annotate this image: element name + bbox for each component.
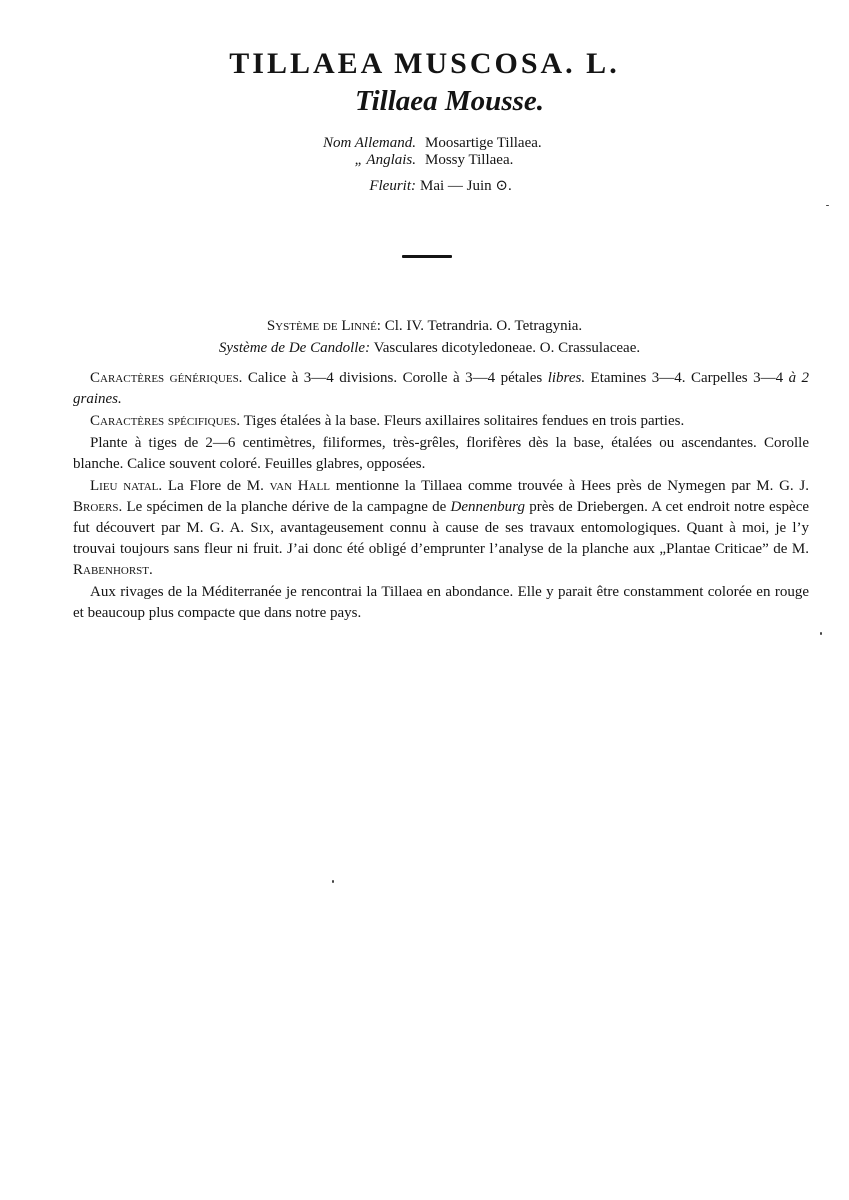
- section-divider: [402, 255, 452, 258]
- linne-system-value: Cl. IV. Tetrandria. O. Tetragynia.: [384, 318, 583, 334]
- english-name-label: „ Anglais.: [354, 152, 416, 168]
- native-place-text: La Flore de M.: [167, 478, 264, 494]
- print-speck: [820, 632, 822, 635]
- generic-characters-paragraph: [73, 368, 809, 410]
- generic-characters-lead: Caractères génériques.: [90, 370, 243, 386]
- native-place-text-4: près de Driebergen. A cet endroit notre espèce fut découvert par M. G. A.: [73, 499, 810, 536]
- generic-characters-italic-2: à 2 graines.: [73, 370, 810, 407]
- native-place-name-van-hall: van Hall: [269, 478, 330, 494]
- native-place-name-rabenhorst: Rabenhorst.: [73, 562, 153, 578]
- native-place-lead: Lieu natal.: [90, 478, 163, 494]
- candolle-system-label: Système de De Candolle:: [218, 340, 371, 356]
- flowering-value: Mai — Juin ⊙.: [420, 178, 512, 194]
- native-place-name-six: Six,: [250, 520, 275, 536]
- description-body: [73, 368, 809, 625]
- specific-characters-text: Tiges étalées à la base. Fleurs axillaires solitaires fendues en trois parties.: [243, 413, 685, 429]
- print-speck: [332, 880, 334, 883]
- german-name-value: Moosartige Tillaea.: [425, 135, 542, 151]
- native-place-dennenburg: Dennenburg: [450, 499, 525, 515]
- candolle-system-value: Vasculares dicotyledoneae. O. Crassulaceae.: [373, 340, 641, 356]
- species-common-name: Tillaea Mousse.: [354, 85, 545, 117]
- generic-characters-text: Calice à 3—4 divisions. Corolle à 3—4 pétales: [247, 370, 543, 386]
- mediterranean-paragraph: Aux rivages de la Méditerranée je rencontrai la Tillaea en abondance. Elle y parait être constamment colorée en rouge et beaucoup plus compacte que dans notre pays.: [73, 584, 809, 621]
- generic-characters-italic: libres.: [547, 370, 586, 386]
- print-speck: [826, 205, 829, 206]
- native-place-text-5: avantageusement connu à cause de ses travaux entomologiques. Quant à moi, je l’y trouvai toujours sans fleur ni fruit. J’ai donc été obligé d’emprunter l’analyse de la planche aux „Plantae Criticae” de M.: [73, 520, 810, 557]
- english-name-value: Mossy Tillaea.: [425, 152, 514, 168]
- candolle-system-line: [0, 338, 849, 358]
- specific-characters-lead: Caractères spécifiques.: [90, 413, 241, 429]
- native-place-paragraph: [73, 476, 809, 581]
- generic-characters-text-2: Etamines 3—4. Carpelles 3—4: [590, 370, 784, 386]
- linne-system-line: [0, 316, 849, 336]
- specific-characters-paragraph: [73, 411, 809, 432]
- german-name-label: Nom Allemand.: [322, 135, 416, 151]
- plant-description-paragraph: Plante à tiges de 2—6 centimètres, filiformes, très-grêles, florifères dès la base, étalées ou ascendantes. Corolle blanche. Calice souvent coloré. Feuilles glabres, opposées.: [73, 435, 809, 472]
- native-place-text-2: mentionne la Tillaea comme trouvée à Hees près de Nymegen par M. G. J.: [335, 478, 809, 494]
- native-place-name-broers: Broers.: [73, 499, 123, 515]
- native-place-text-3: Le spécimen de la planche dérive de la campagne de: [126, 499, 447, 515]
- flowering-label: Fleurit:: [369, 178, 416, 194]
- species-title: TILLAEA MUSCOSA. L.: [229, 47, 620, 80]
- linne-system-label: Système de Linné:: [266, 318, 381, 334]
